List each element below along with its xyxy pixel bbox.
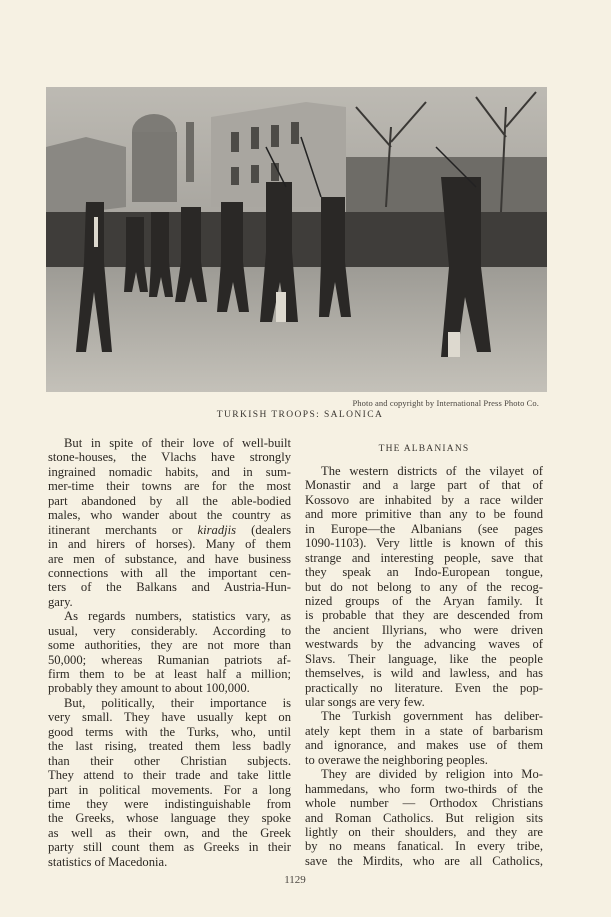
paragraph xyxy=(305,709,543,767)
text-line: time they were indistinguishable from xyxy=(48,796,291,811)
text-line: the last rising, treated them less badly xyxy=(48,739,291,754)
text-line: they speak an Indo-European tongue, xyxy=(305,565,543,580)
text-line: part abandoned by all the able-bodied xyxy=(48,493,291,508)
paragraph xyxy=(48,609,291,696)
text-line: connections with all the important cen- xyxy=(48,565,291,580)
text-line: part in political movements. For a long xyxy=(48,782,291,797)
paragraph xyxy=(48,436,291,609)
text-line: and Roman Catholics. But religion sits xyxy=(305,810,543,825)
text-line: as well as their own, and the Greek xyxy=(48,825,291,840)
text-line: The Turkish government has deliber- xyxy=(321,709,543,724)
page-number: 1129 xyxy=(284,874,306,886)
text-segment: itinerant merchants or xyxy=(48,522,198,537)
text-line: themselves, is wild and lawless, and has xyxy=(305,666,543,681)
text-line: are men of substance, and have business xyxy=(48,551,291,566)
text-line: westwards by the advancing waves of xyxy=(305,637,543,652)
text-line: ters of the Balkans and Austria-Hun- xyxy=(48,580,291,595)
paragraph xyxy=(305,767,543,868)
text-line: in and hirers of horses). Many of them xyxy=(48,537,291,552)
text-line: ular songs are very few. xyxy=(305,695,425,709)
text-line: but do not belong to any of the recog- xyxy=(305,579,543,594)
text-line: Monastir and a large part of that of xyxy=(305,478,543,493)
text-line: gary. xyxy=(48,594,73,609)
text-line: But, politically, their importance is xyxy=(64,695,291,710)
text-line: males, who wander about the country as xyxy=(48,508,291,523)
text-line: firm them to be at least half a million; xyxy=(48,667,291,681)
right-column xyxy=(305,464,543,868)
text-line: Slavs. Their language, like the people xyxy=(305,651,543,666)
left-column xyxy=(48,436,291,869)
paragraph xyxy=(48,696,291,869)
text-line: 1090-1103). Very little is known of this xyxy=(305,536,543,551)
text-line: They are divided by religion into Mo- xyxy=(321,767,543,782)
text-line: in Europe—the Albanians (see pages xyxy=(305,521,543,536)
text-line: very small. They have usually kept on xyxy=(48,710,291,725)
text-line: nized groups of the Aryan family. It xyxy=(305,593,543,608)
text-line: good terms with the Turks, who, until xyxy=(48,724,291,739)
text-line: the Greeks, whose language they spoke xyxy=(48,811,291,826)
section-heading: THE ALBANIANS xyxy=(378,444,470,454)
text-line: Kossovo are inhabited by a race wilder xyxy=(305,492,543,507)
text-line: the ancient Illyrians, who were driven xyxy=(305,622,543,637)
text-line: mer-time their towns are for the most xyxy=(48,479,291,494)
text-line: probably they amount to about 100,000. xyxy=(48,681,250,696)
text-line: They attend to their trade and take little xyxy=(48,768,291,783)
text-segment: (dealers xyxy=(236,522,291,537)
text-line: party still count them as Greeks in their xyxy=(48,840,291,855)
italic-term: kiradjis xyxy=(197,522,237,537)
text-line: and more primitive than any to be found xyxy=(305,507,543,522)
text-line: is probable that they are descended from xyxy=(305,608,543,623)
text-line: 50,000; whereas Rumanian patriots af- xyxy=(48,652,291,667)
text-line: ately kept them in a state of barbarism xyxy=(305,723,543,738)
text-line: statistics of Macedonia. xyxy=(48,854,168,869)
text-line: practically no literature. Even the pop- xyxy=(305,680,543,695)
text-line: and ignorance, and makes use of them xyxy=(305,738,543,753)
text-line: hammedans, who form two-thirds of the xyxy=(305,781,543,796)
text-line: stone-houses, the Vlachs have strongly xyxy=(48,450,291,465)
text-line: whole number — Orthodox Christians xyxy=(305,796,543,811)
text-line: But in spite of their love of well-built xyxy=(64,436,291,450)
text-line: usual, very considerably. According to xyxy=(48,623,291,638)
text-line: The western districts of the vilayet of xyxy=(321,464,543,478)
text-line xyxy=(48,523,291,537)
text-line: to overawe the neighboring peoples. xyxy=(305,752,488,767)
text-line: As regards numbers, statistics vary, as xyxy=(64,609,291,624)
text-line: by no means fanatical. In every tribe, xyxy=(305,839,543,854)
text-line: strange and interesting people, save that xyxy=(305,550,543,565)
text-line: than their other Christian subjects. xyxy=(48,753,291,768)
text-line: lightly on their shoulders, and they are xyxy=(305,824,543,839)
text-line: some authorities, they are not more than xyxy=(48,638,291,653)
paragraph xyxy=(305,464,543,709)
photo-credit: Photo and copyright by International Press Photo Co. xyxy=(352,398,539,408)
figure-caption: TURKISH TROOPS: SALONICA xyxy=(216,410,384,420)
photograph-turkish-troops xyxy=(46,87,547,392)
text-line: save the Mirdits, who are all Catholics, xyxy=(305,853,543,868)
text-line: ingrained nomadic habits, and in sum- xyxy=(48,464,291,479)
